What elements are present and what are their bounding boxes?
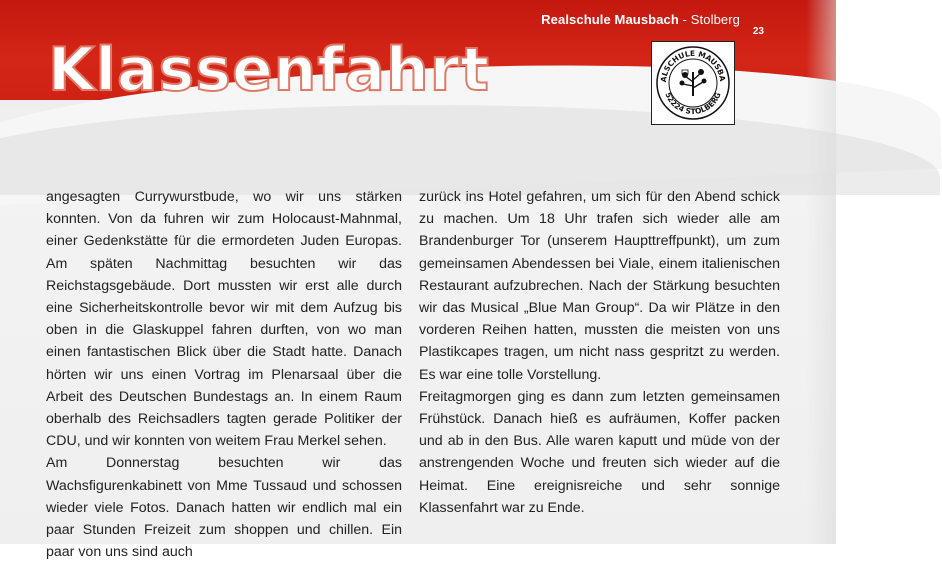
page-edge-shadow xyxy=(806,0,836,544)
paragraph: zurück ins Hotel gefahren, um sich für den Abend schick zu machen. Um 18 Uhr trafen sich wieder alle am Brandenburger Tor (unserem Haupttreffpunkt), um zum gemeinsamen Abendessen bei Viale, einem italienischen Restaurant aufzubrechen. Nach der Stärkung besuchten wir das Musical „Blue Man Group“. Da wir Plätze in den vorderen Reihen hatten, mussten die meisten von uns Plastikcapes tragen, um nicht nass gespritzt zu werden. Es war eine tolle Vorstellung. xyxy=(419,189,780,383)
page-number: 23 xyxy=(752,26,764,37)
school-name xyxy=(541,12,740,27)
paragraph: angesagten Currywurstbude, wo wir uns stärken konnten. Von da fuhren wir zum Holocaust-Mahnmal, einer Gedenkstätte für die ermordeten Juden Europas. Am späten Nachmittag besuchten wir das Reichstagsgebäude. Dort mussten wir erst alle durch eine Sicherheitskontrolle bevor wir mit dem Aufzug bis oben in die Glaskuppel fahren durften, von wo man einen fantastischen Blick über die Stadt hatte. Danach hörten wir uns einen Vortrag im Plenarsaal über die Arbeit des Deutschen Bundestags an. In einem Raum oberhalb des Reichsadlers tagten gerade Politiker der CDU, und wir konnten von weitem Frau Merkel sehen. xyxy=(46,189,402,450)
school-logo-icon xyxy=(652,42,734,124)
svg-text:REALSCHULE MAUSBACH: ALSCHULE MAUSBA xyxy=(658,48,728,83)
paragraph: Am Donnerstag besuchten wir das Wachsfigurenkabinett von Mme Tussaud und schossen wieder viele Fotos. Danach hatten wir endlich mal ein paar Stunden Freizeit zum shoppen und chillen. Ein paar von uns sind auch xyxy=(46,455,402,561)
article-column-right xyxy=(419,186,780,519)
school-location: Stolberg xyxy=(690,12,740,27)
svg-text:52224 STOLBERG: 52224 STOLBERG xyxy=(663,90,723,117)
school-name-separator: - xyxy=(678,12,691,27)
paragraph: Freitagmorgen ging es dann zum letzten gemeinsamen Frühstück. Danach hieß es aufräumen, Koffer packen und ab in den Bus. Alle waren kaputt und müde von der anstrengenden Woche und freuten sich wieder auf die Heimat. Eine ereignisreiche und sehr sonnige Klassenfahrt war zu Ende. xyxy=(419,388,780,516)
article-column-left xyxy=(46,186,402,563)
school-name-text: Realschule Mausbach xyxy=(541,12,679,27)
page-title: Klassenfahrt xyxy=(48,35,490,105)
school-logo-stamp xyxy=(651,41,735,125)
